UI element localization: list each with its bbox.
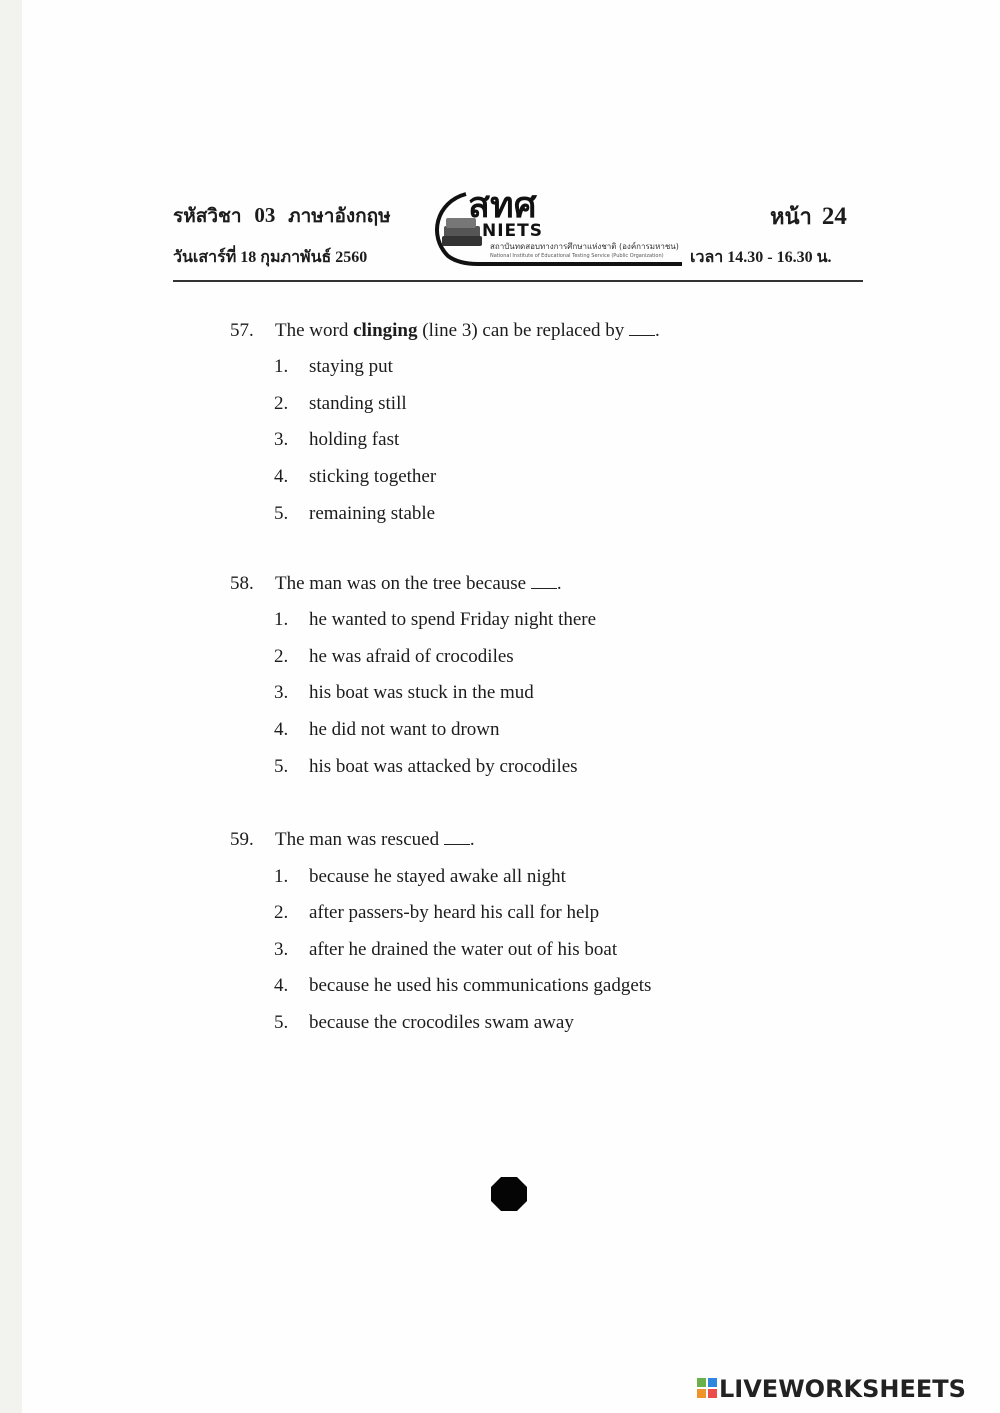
option-text: because the crocodiles swam away	[309, 1012, 574, 1033]
question-number: 58.	[230, 573, 254, 594]
option	[274, 682, 534, 704]
option	[274, 429, 399, 451]
option-number: 4.	[274, 466, 289, 487]
logo-thai-text: สทศ	[468, 185, 537, 226]
option-text: after passers-by heard his call for help	[309, 902, 600, 923]
option-number: 2.	[274, 646, 289, 667]
option-number: 1.	[274, 609, 289, 630]
option	[274, 609, 596, 631]
liveworksheets-logo-icon	[697, 1378, 717, 1398]
option-number: 2.	[274, 393, 289, 414]
question-stem-end: .	[655, 320, 660, 341]
scan-left-edge	[0, 0, 22, 1413]
end-marker-octagon-icon	[490, 1176, 528, 1212]
option-number: 4.	[274, 719, 289, 740]
header-divider	[173, 280, 863, 282]
option	[274, 902, 599, 924]
question-stem-start: The man was rescued	[275, 829, 444, 850]
option-text: he wanted to spend Friday night there	[309, 609, 597, 630]
watermark-text: LIVEWORKSHEETS	[719, 1375, 966, 1403]
question-stem-end: .	[556, 573, 562, 594]
option	[274, 356, 393, 378]
option-text: because he used his communications gadgets	[309, 975, 652, 996]
option	[274, 975, 651, 997]
page-number: 24	[821, 203, 847, 230]
exam-date: วันเสาร์ที่ 18 กุมภาพันธ์ 2560	[173, 249, 368, 266]
option-text: staying put	[309, 356, 393, 377]
option-text: remaining stable	[309, 503, 436, 524]
page-label: หน้า	[770, 204, 812, 229]
question-59	[230, 829, 475, 851]
option-number: 4.	[274, 975, 289, 996]
option-text: his boat was stuck in the mud	[309, 682, 534, 703]
option-text: after he drained the water out of his boat	[309, 939, 618, 960]
subject-line	[173, 201, 391, 231]
page-indicator	[770, 199, 847, 234]
option	[274, 503, 435, 525]
question-number: 59.	[230, 829, 254, 850]
option	[274, 939, 617, 961]
option	[274, 1012, 574, 1034]
question-57	[230, 320, 660, 342]
option-text: because he stayed awake all night	[309, 866, 566, 887]
question-number: 57.	[230, 320, 254, 341]
exam-time: เวลา 14.30 - 16.30 น.	[690, 249, 832, 266]
option	[274, 866, 566, 888]
option-number: 5.	[274, 1012, 289, 1033]
question-stem-middle: (line 3) can be replaced by	[417, 320, 630, 341]
subject-code: 03	[254, 203, 276, 227]
question-58	[230, 573, 562, 595]
logo-subtitle-thai: สถาบันทดสอบทางการศึกษาแห่งชาติ (องค์การมหาชน)	[490, 242, 679, 251]
question-stem-keyword: clinging	[353, 320, 418, 341]
option	[274, 719, 500, 741]
subject-name: ภาษาอังกฤษ	[288, 206, 391, 227]
option-text: holding fast	[309, 429, 400, 450]
option-text: he did not want to drown	[309, 719, 500, 740]
option-text: standing still	[309, 393, 407, 414]
option-number: 3.	[274, 939, 289, 960]
option-number: 2.	[274, 902, 289, 923]
option	[274, 646, 514, 668]
question-stem-end: .	[469, 829, 475, 850]
option-text: sticking together	[309, 466, 437, 487]
niets-logo	[422, 186, 684, 270]
logo-subtitle-en: National Institute of Educational Testing Service (Public Organization)	[490, 253, 664, 259]
question-stem-start: The word	[275, 320, 354, 341]
option-number: 3.	[274, 682, 289, 703]
answer-blank	[531, 574, 557, 589]
answer-blank	[629, 321, 655, 336]
option-number: 5.	[274, 503, 289, 524]
option-number: 5.	[274, 756, 289, 777]
option	[274, 756, 578, 778]
option-text: his boat was attacked by crocodiles	[309, 756, 578, 777]
answer-blank	[444, 830, 470, 845]
option	[274, 393, 407, 415]
subject-code-label: รหัสวิชา	[173, 206, 242, 227]
option	[274, 466, 436, 488]
question-stem-start: The man was on the tree because	[275, 573, 531, 594]
option-number: 1.	[274, 866, 289, 887]
option-text: he was afraid of crocodiles	[309, 646, 514, 667]
option-number: 1.	[274, 356, 289, 377]
option-number: 3.	[274, 429, 289, 450]
logo-english-text: NIETS	[482, 221, 544, 241]
